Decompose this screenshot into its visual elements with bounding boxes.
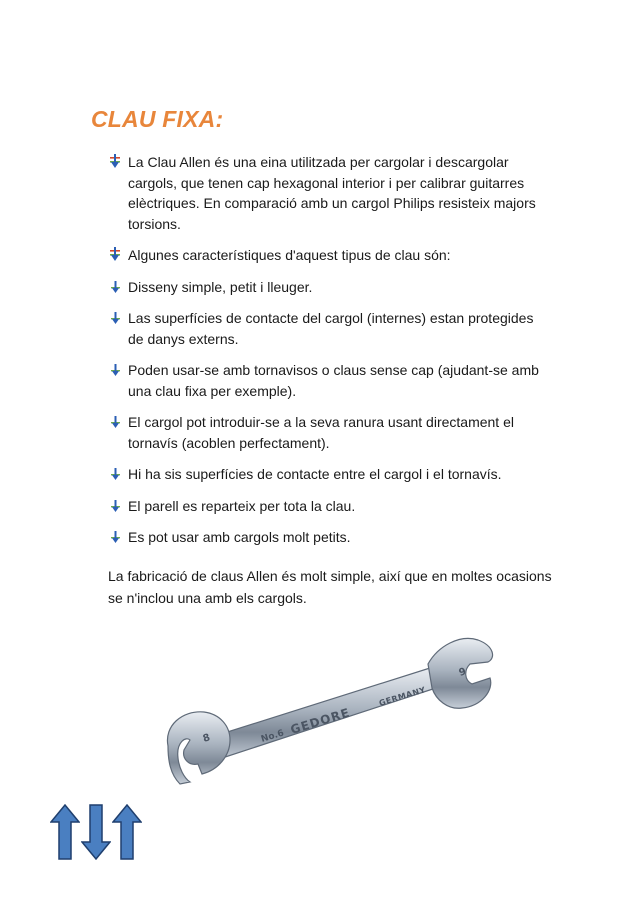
- list-item-text: Algunes característiques d'aquest tipus de clau són:: [128, 247, 451, 263]
- list-item-text: Las superfícies de contacte del cargol (internes) estan protegides de danys externs.: [128, 310, 534, 347]
- arrow-bullet-icon: [110, 312, 121, 324]
- arrow-bullet-icon: [110, 416, 121, 428]
- navigation-arrows: [50, 804, 142, 860]
- list-item: [108, 412, 548, 453]
- list-item-text: La Clau Allen és una eina utilitzada per cargolar i descargolar cargols, que tenen cap hexagonal interior i per calibrar guitarres elèctriques. En comparació amb un cargol Philips resisteix majors torsions.: [128, 154, 536, 232]
- arrow-bullet-icon: [110, 500, 121, 512]
- wrench-right-size: 9: [457, 666, 468, 679]
- feature-list: [108, 152, 548, 559]
- list-item: [108, 245, 548, 266]
- list-item-text: Es pot usar amb cargols molt petits.: [128, 529, 351, 545]
- list-item: [108, 308, 548, 349]
- arrow-bullet-icon: [108, 154, 122, 168]
- list-item: [108, 277, 548, 298]
- page-title: CLAU FIXA:: [91, 106, 224, 132]
- closing-paragraph: La fabricació de claus Allen és molt simple, així que en moltes ocasions se n'inclou una amb els cargols.: [108, 568, 552, 606]
- list-item: [108, 360, 548, 401]
- arrow-bullet-icon: [110, 364, 121, 376]
- arrow-bullet-icon: [110, 468, 121, 480]
- list-item-text: Disseny simple, petit i lleuger.: [128, 278, 313, 295]
- arrow-up-icon[interactable]: [112, 804, 142, 860]
- list-item: [108, 527, 548, 548]
- wrench-brand: GEDORE: [288, 705, 352, 737]
- wrench-size-label: No.6: [259, 728, 286, 745]
- list-item-text: El cargol pot introduir-se a la seva ranura usant directament el tornavís (acoblen perfectament).: [128, 414, 514, 451]
- list-item: [108, 152, 548, 234]
- arrow-up-icon[interactable]: [50, 804, 80, 860]
- wrench-marking: GERMANY: [377, 685, 427, 708]
- arrow-down-icon[interactable]: [81, 804, 111, 860]
- arrow-bullet-icon: [108, 247, 122, 261]
- list-item-text: El parell es reparteix per tota la clau.: [128, 497, 356, 514]
- arrow-bullet-icon: [110, 281, 121, 293]
- list-item: [108, 496, 548, 517]
- wrench-left-size: 8: [201, 732, 212, 745]
- arrow-bullet-icon: [110, 531, 121, 543]
- list-item: [108, 464, 548, 485]
- list-item-text: Poden usar-se amb tornavisos o claus sense cap (ajudant-se amb una clau fixa per exemple).: [128, 362, 539, 399]
- wrench-image: [160, 628, 500, 793]
- list-item-text: Hi ha sis superfícies de contacte entre el cargol i el tornavís.: [128, 466, 502, 482]
